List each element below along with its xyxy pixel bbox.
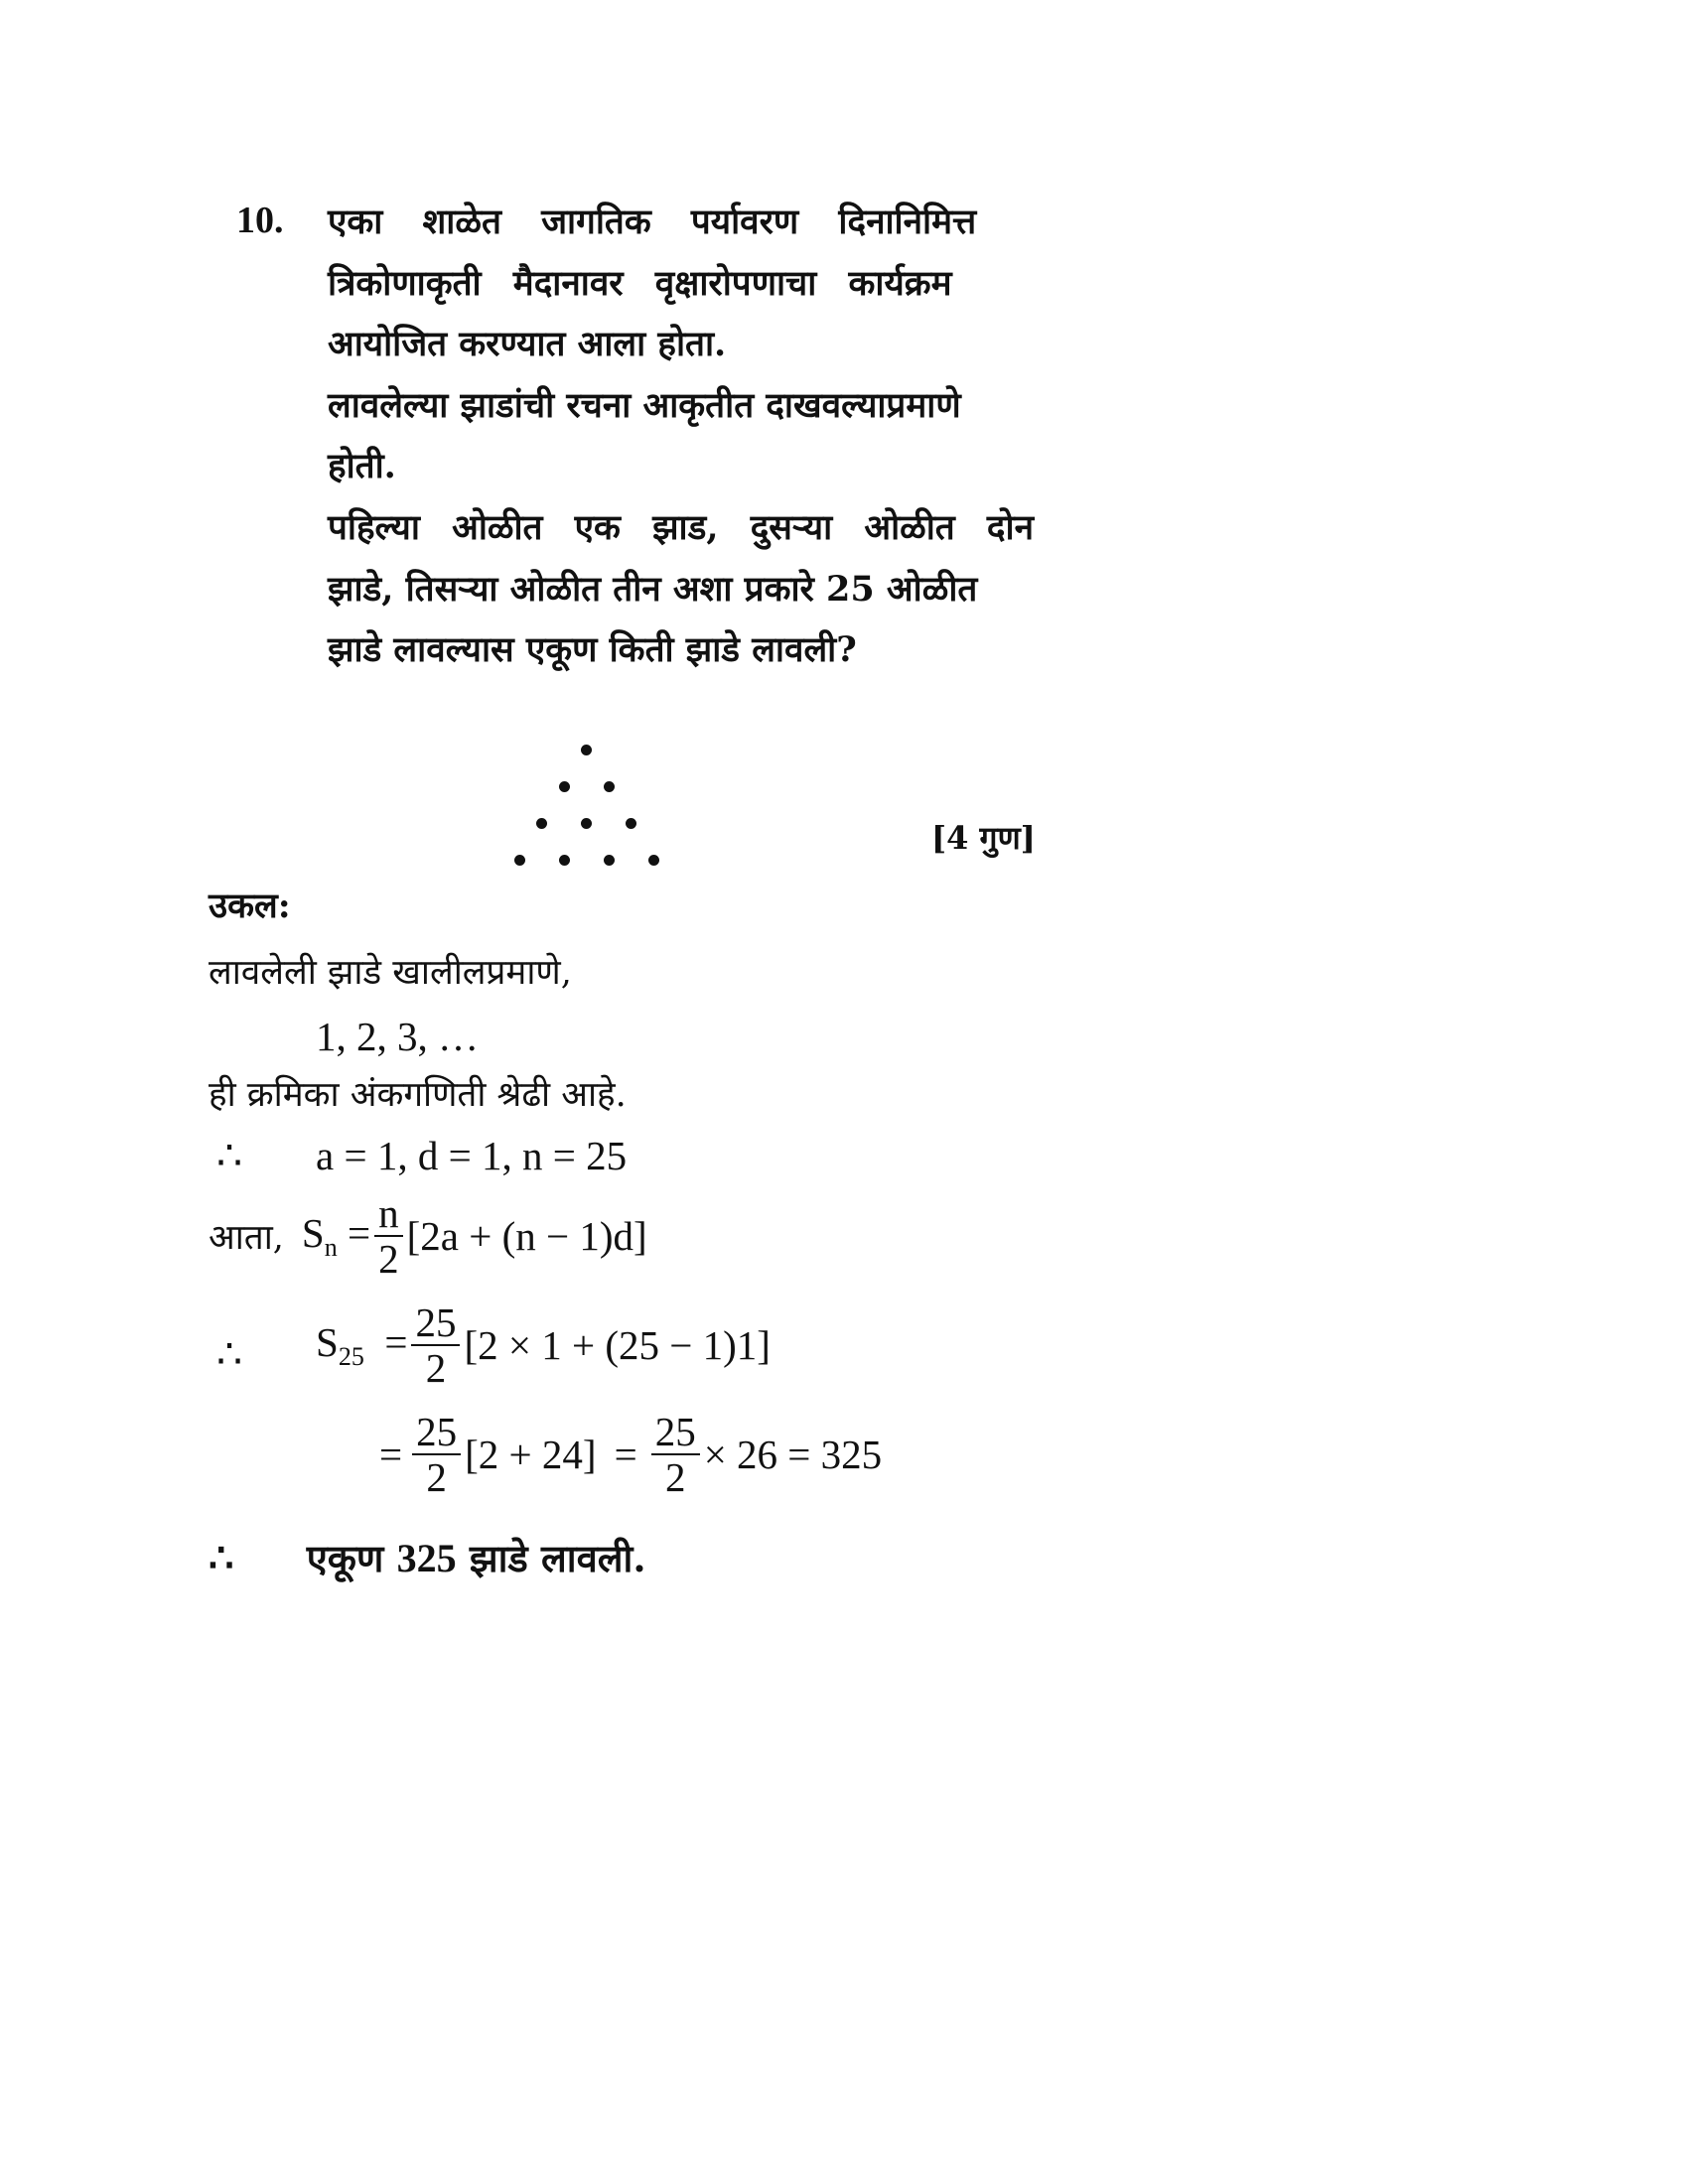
sum-step-2: = $\frac{25}{2}$ [2 + 24] = $\frac{25}{2}$ × 26 = 325	[379, 1409, 883, 1500]
therefore-symbol: ∴	[216, 1133, 243, 1178]
sum-step-1	[316, 1300, 771, 1390]
tree-dot	[581, 818, 592, 829]
formula-bracket: [2a + (n − 1)d]	[406, 1213, 647, 1259]
question-line: पहिल्या ओळीत एक झाड, दुसऱ्या ओळीत दोन	[328, 507, 1035, 548]
tree-dot	[604, 781, 615, 792]
final-post: झाडे लावली.	[469, 1536, 646, 1580]
step1-fraction: $\frac{25}{2}$	[411, 1300, 460, 1390]
tree-dot	[559, 781, 570, 792]
step2-fraction: $\frac{25}{2}$	[412, 1410, 461, 1499]
final-therefore: ∴	[209, 1536, 234, 1580]
now-label: आता,	[209, 1217, 284, 1258]
solution-intro: लावलेली झाडे खालीलप्रमाणे,	[209, 953, 572, 993]
therefore-symbol: ∴	[216, 1331, 243, 1377]
question-line: लावलेल्या झाडांची रचना आकृतीत दाखवल्याप्रमाणे	[328, 385, 961, 426]
step1-lhs: $S_{25}$ =	[316, 1318, 408, 1372]
final-value: 325	[396, 1536, 457, 1580]
tree-dot	[536, 818, 547, 829]
tree-dot	[581, 745, 592, 755]
solution-heading: उकल:	[209, 886, 291, 926]
question-line: झाडे लावल्यास एकूण किती झाडे लावली?	[328, 629, 857, 670]
ap-statement: ही क्रमिका अंकगणिती श्रेढी आहे.	[209, 1075, 627, 1115]
question-line: आयोजित करण्यात आला होता.	[328, 324, 727, 364]
tree-dot	[514, 855, 525, 866]
question-line: झाडे, तिसऱ्या ओळीत तीन अशा प्रकारे 25 ओळीत	[328, 569, 978, 610]
sequence-text: 1, 2, 3, …	[316, 1014, 479, 1059]
question-line: त्रिकोणाकृती मैदानावर वृक्षारोपणाचा कार्यक्रम	[328, 263, 952, 304]
question-number: 10.	[236, 200, 284, 241]
question-line: एका शाळेत जागतिक पर्यावरण दिनानिमित्त	[328, 202, 977, 242]
marks-label: [4 गुण]	[931, 819, 1036, 857]
step2-bracket: [2 + 24]	[465, 1432, 597, 1477]
step2-fraction-2: $\frac{25}{2}$	[651, 1410, 700, 1499]
final-answer	[209, 1532, 646, 1583]
formula-fraction: $\frac{n}{2}$	[374, 1191, 403, 1281]
formula-lhs: $S_n$ =	[301, 1209, 371, 1263]
tree-dot	[648, 855, 659, 866]
step2-result: × 26 = 325	[703, 1432, 883, 1477]
tree-dot	[626, 818, 636, 829]
question-line: होती.	[328, 446, 396, 486]
sum-formula	[209, 1191, 647, 1281]
step1-bracket: [2 × 1 + (25 − 1)1]	[464, 1322, 771, 1368]
ap-values: a = 1, d = 1, n = 25	[316, 1133, 628, 1178]
final-pre: एकूण	[306, 1536, 384, 1580]
tree-dot	[604, 855, 615, 866]
tree-dot	[559, 855, 570, 866]
